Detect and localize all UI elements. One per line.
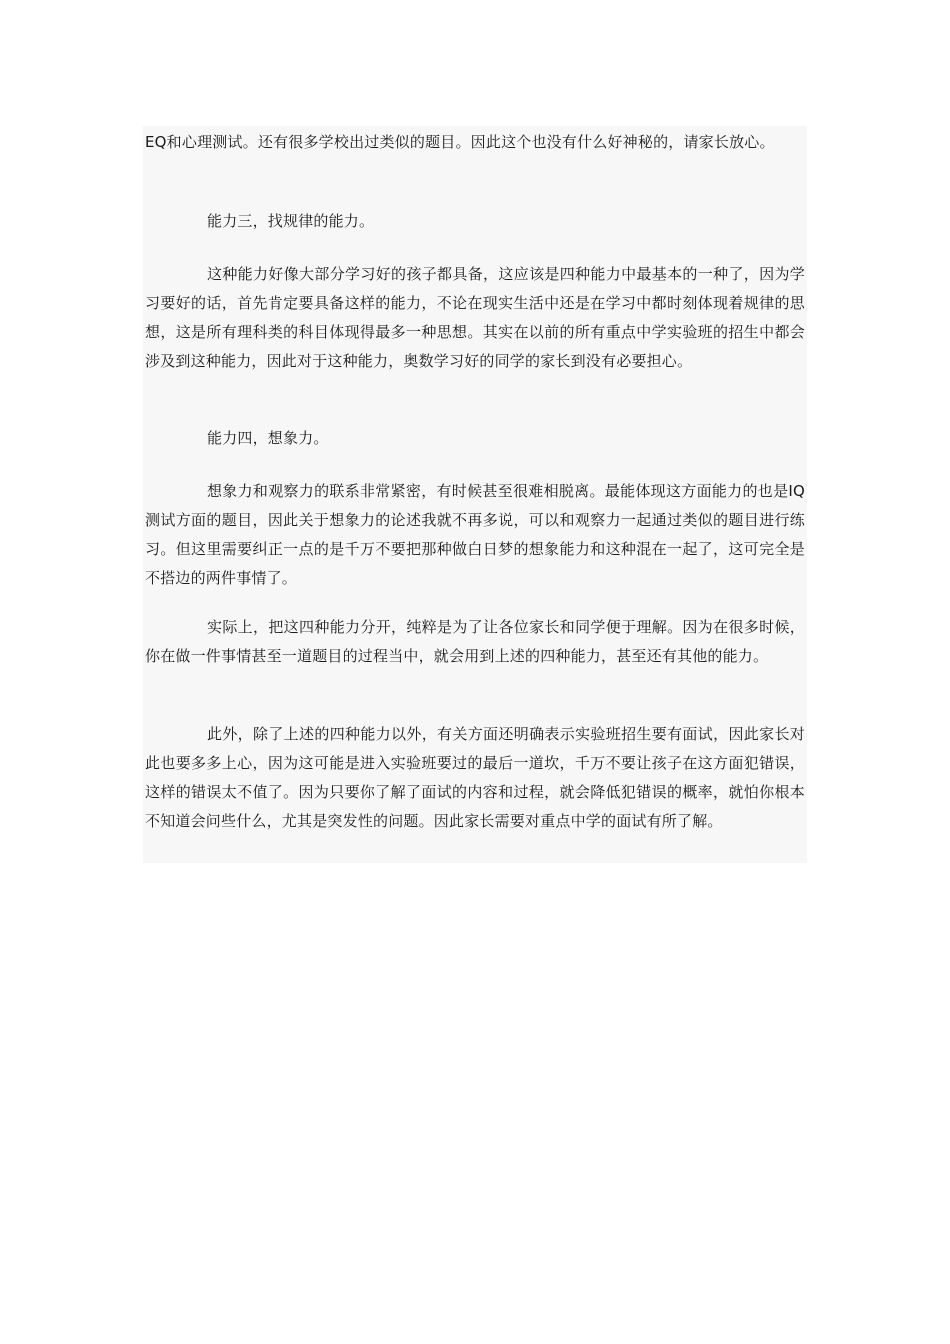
paragraph-interview: 此外，除了上述的四种能力以外，有关方面还明确表示实验班招生要有面试，因此家长对此也要多多上心，因为这可能是进入实验班要过的最后一道坎，千万不要让孩子在这方面犯错误，这样的错误太不值了。因为只要你了解了面试的内容和过程，就会降低犯错误的概率，就怕你根本不知道会问些什么，尤其是突发性的问题。因此家长需要对重点中学的面试有所了解。: [145, 725, 805, 830]
paragraph-summary: 实际上，把这四种能力分开，纯粹是为了让各位家长和同学便于理解。因为在很多时候，你在做一件事情甚至一道题目的过程当中，就会用到上述的四种能力，甚至还有其他的能力。: [145, 618, 805, 665]
paragraph-imagination: 想象力和观察力的联系非常紧密，有时候甚至很难相脱离。最能体现这方面能力的也是IQ测试方面的题目，因此关于想象力的论述我就不再多说，可以和观察力一起通过类似的题目进行练习。但这里需要纠正一点的是千万不要把那种做白日梦的想象能力和这种混在一起了，这可完全是不搭边的两件事情了。: [145, 482, 805, 587]
paragraph-continuation: EQ和心理测试。还有很多学校出过类似的题目。因此这个也没有什么好神秘的，请家长放心。: [145, 133, 775, 151]
section-heading-ability-three: 能力三，找规律的能力。: [207, 212, 375, 230]
section-heading-ability-four: 能力四，想象力。: [207, 429, 329, 447]
paragraph-pattern-ability: 这种能力好像大部分学习好的孩子都具备，这应该是四种能力中最基本的一种了，因为学习要好的话，首先肯定要具备这样的能力，不论在现实生活中还是在学习中都时刻体现着规律的思想，这是所有理科类的科目体现得最多一种思想。其实在以前的所有重点中学实验班的招生中都会涉及到这种能力，因此对于这种能力，奥数学习好的同学的家长到没有必要担心。: [145, 265, 805, 370]
article-body: [143, 126, 807, 863]
